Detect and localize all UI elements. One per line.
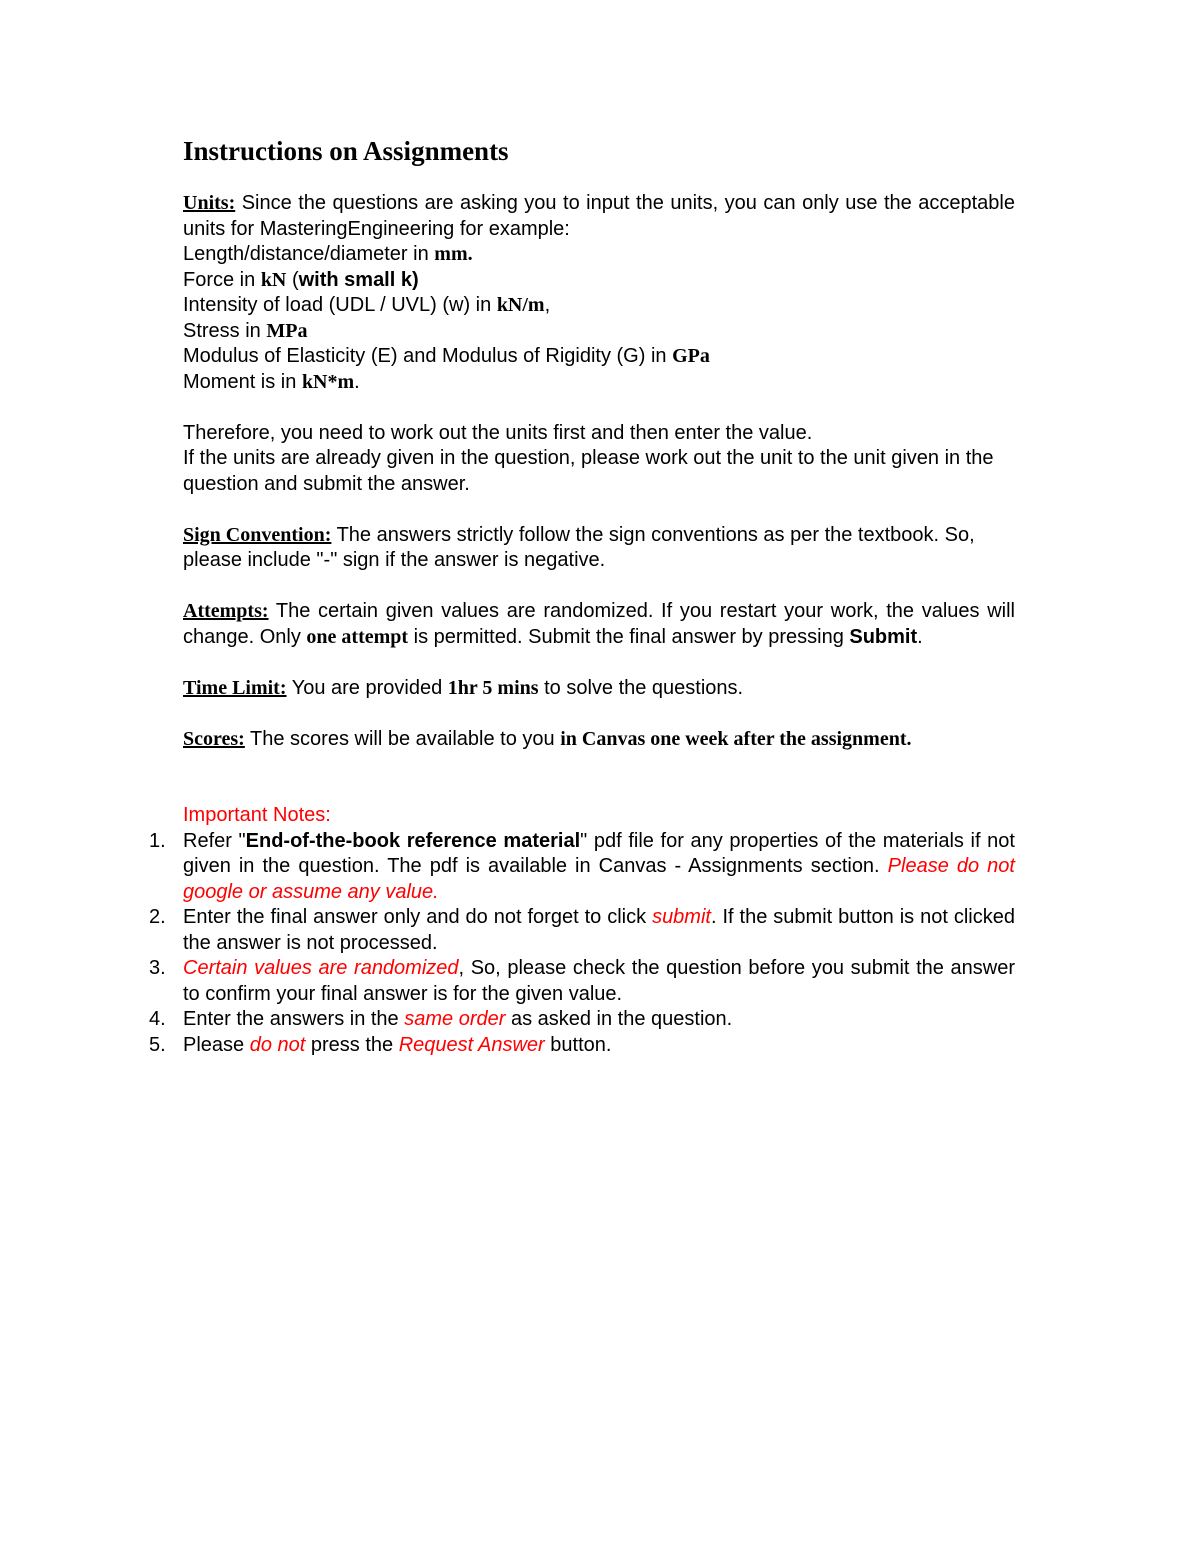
unit-line-modulus: Modulus of Elasticity (E) and Modulus of Rigidity (G) in GPa <box>183 345 710 367</box>
time-limit-paragraph: Time Limit: You are provided 1hr 5 mins to solve the questions. <box>183 676 744 699</box>
important-notes-list <box>149 829 1015 1059</box>
units-given-line: If the units are already given in the question, please work out the unit to the unit given in the question and submit the answer. <box>183 447 994 495</box>
unit-line-intensity: Intensity of load (UDL / UVL) (w) in kN/m, <box>183 294 551 316</box>
scores-availability: in Canvas one week after the assignment. <box>560 727 912 750</box>
one-attempt-text: one attempt <box>306 625 409 648</box>
list-item: 4. Enter the answers in the same order as asked in the question. <box>149 1008 733 1030</box>
list-item: 2. Enter the final answer only and do not forget to click submit. If the submit button is not clicked the answer is not processed. <box>149 906 1015 954</box>
submit-word: Submit <box>849 625 918 648</box>
unit-line-length: Length/distance/diameter in mm. <box>183 243 473 265</box>
unit-kn-m: kN*m <box>301 370 355 393</box>
important-notes-title: Important Notes: <box>183 804 331 826</box>
unit-gpa: GPa <box>672 345 710 367</box>
list-item: 1. Refer "End-of-the-book reference material" pdf file for any properties of the materials if not given in the question. The pdf is available in Canvas - Assignments section. Please do not google or assume any value. <box>149 829 1015 903</box>
units-intro: Since the questions are asking you to input the units, you can only use the acceptable units for MasteringEngineering for example: <box>183 192 1015 240</box>
units-paragraph <box>183 191 1015 242</box>
with-small-k-note: with small k) <box>298 268 419 291</box>
page-title: Instructions on Assignments <box>183 136 509 166</box>
unit-mm: mm. <box>434 243 473 265</box>
units-label: Units: <box>183 192 236 214</box>
document-page <box>149 135 1015 1058</box>
therefore-line: Therefore, you need to work out the units first and then enter the value. <box>183 421 813 444</box>
unit-line-moment: Moment is in kN*m. <box>183 370 360 393</box>
unit-mpa: MPa <box>266 319 308 342</box>
unit-kn-per-m: kN/m <box>496 294 545 316</box>
unit-kn: kN <box>260 268 287 291</box>
list-item: 3. Certain values are randomized, So, please check the question before you submit the answer to confirm your final answer is for the given value. <box>149 957 1015 1005</box>
time-limit-value: 1hr 5 mins <box>447 676 539 699</box>
attempts-paragraph: Attempts: The certain given values are randomized. If you restart your work, the values will change. Only one attempt is permitted. Submit the final answer by pressing Submit. <box>183 600 1015 648</box>
unit-line-force: Force in kN (with small k) <box>183 268 419 291</box>
sign-convention-paragraph: Sign Convention: The answers strictly follow the sign conventions as per the textbook. So, please include "-" sign if the answer is negative. <box>183 523 975 571</box>
unit-line-stress: Stress in MPa <box>183 319 308 342</box>
sign-convention-label: Sign Convention: <box>183 523 332 546</box>
scores-paragraph: Scores: The scores will be available to you in Canvas one week after the assignment. <box>183 727 912 750</box>
time-limit-label: Time Limit: <box>183 676 287 699</box>
attempts-label: Attempts: <box>183 600 269 622</box>
list-item: 5. Please do not press the Request Answer button. <box>149 1033 612 1056</box>
scores-label: Scores: <box>183 727 245 750</box>
reference-material-title: End-of-the-book reference material <box>245 829 581 852</box>
